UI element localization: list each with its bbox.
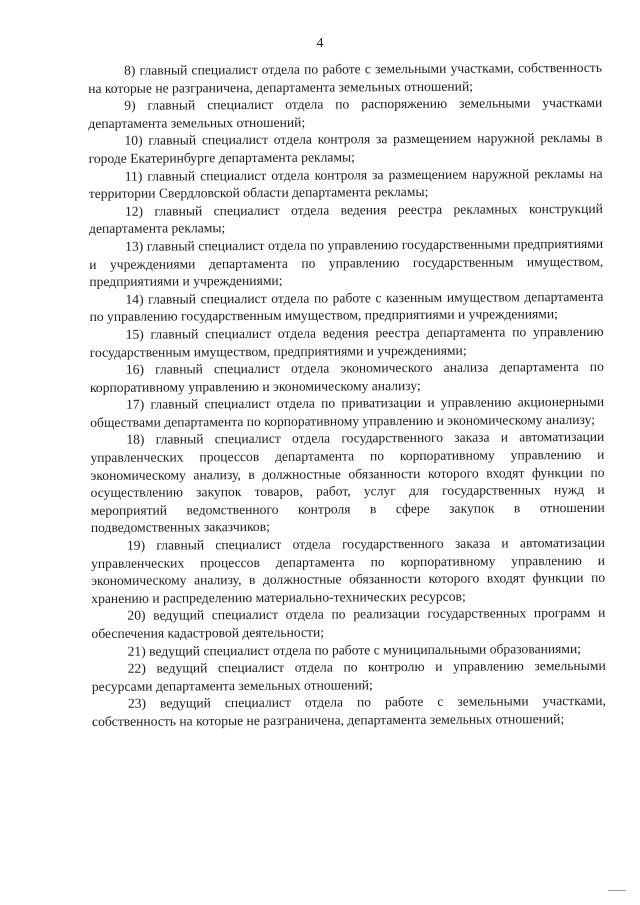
list-item: 9) главный специалист отдела по распоряжению земельными участками департамента земельных отношений;: [88, 95, 603, 131]
list-item: 10) главный специалист отдела контроля за размещением наружной рекламы в городе Екатеринбурге департамента рекламы;: [88, 130, 603, 166]
list-item: 8) главный специалист отдела по работе с земельными участками, собственность на которые не разграничена, департамента земельных отношений;: [88, 59, 603, 96]
document-body: [88, 59, 606, 731]
list-item: 14) главный специалист отдела по работе с казенным имуществом департамента по управлению государственным имуществом, предприятиями и учреждениями;: [89, 288, 604, 325]
list-item: 17) главный специалист отдела по приватизации и управлению акционерными обществами департамента по корпоративному управлению и экономическому анализу;: [90, 394, 605, 430]
list-item: 20) ведущий специалист отдела по реализации государственных программ и обеспечения кадастровой деятельности;: [91, 605, 606, 641]
list-item: 19) главный специалист отдела государственного заказа и автоматизации управленческих процессов департамента по корпоративному управлению и экономическому анализу, в должностные обязанности которого входят функции по хранению и распределению материально-технических ресурсов;: [91, 534, 606, 606]
list-item: 11) главный специалист отдела контроля за размещением наружной рекламы на территории Свердловской области департамента рекламы;: [88, 165, 603, 202]
list-item: 21) ведущий специалист отдела по работе с муниципальными образованиями;: [127, 640, 582, 659]
list-item: 16) главный специалист отдела экономического анализа департамента по корпоративному управлению и экономическому анализу;: [89, 358, 604, 395]
list-item: 22) ведущий специалист отдела по контролю и управлению земельными ресурсами департамента земельных отношений;: [91, 658, 606, 694]
page-number: 4: [316, 36, 324, 51]
list-item: 18) главный специалист отдела государственного заказа и автоматизации управленческих процессов департамента по корпоративному управлению и экономическому анализу, в должностные обязанности которого входят функции по осуществлению закупок товаров, работ, услуг для государственных нужд и мероприятий ведомственного контроля в сфере закупок в отношении подведомственных заказчиков;: [90, 429, 605, 536]
scan-edge-mark: [608, 890, 626, 891]
list-item: 15) главный специалист отдела ведения реестра департамента по управлению государственным имуществом, предприятиями и учреждениями;: [89, 323, 604, 360]
list-item: 23) ведущий специалист отдела по работе с земельными участками, собственность на которые не разграничена, департамента земельных отношений;: [91, 693, 606, 729]
list-item: 12) главный специалист отдела ведения реестра рекламных конструкций департамента рекламы;: [88, 200, 603, 237]
list-item: 13) главный специалист отдела по управлению государственными предприятиями и учреждениями департамента по управлению государственным имуществом, предприятиями и учреждениями;: [89, 235, 604, 290]
